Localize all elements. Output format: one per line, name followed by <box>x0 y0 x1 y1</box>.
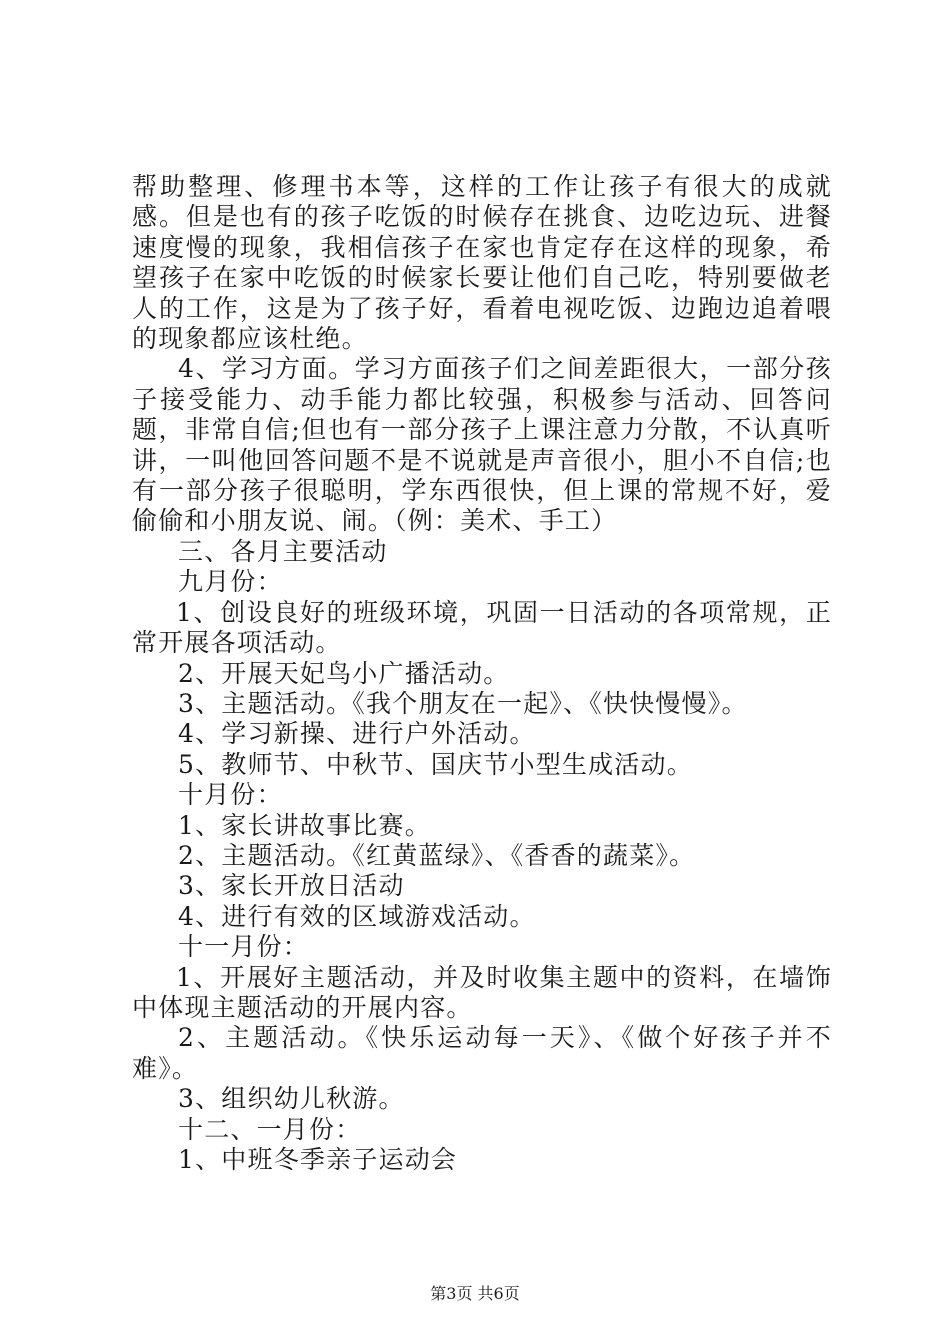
list-item: 3、主题活动。《我个朋友在一起》、《快快慢慢》。 <box>178 688 748 718</box>
month-heading-november: 十一月份： <box>178 932 310 962</box>
list-item: 1、开展好主题活动，并及时收集主题中的资料，在墙饰中体现主题活动的开展内容。 <box>132 962 832 1022</box>
list-item: 5、教师节、中秋节、国庆节小型生成活动。 <box>178 749 693 779</box>
list-item: 2、主题活动。《快乐运动每一天》、《做个好孩子并不难》。 <box>132 1023 832 1083</box>
paragraph-study-aspect: 4、学习方面。学习方面孩子们之间差距很大，一部分孩子接受能力、动手能力都比较强，积极参与活动、回答问题，非常自信;但也有一部分孩子上课注意力分散，不认真听讲，一叫他回答问题不是不说就是声音很小，胆小不自信;也有一部分孩子很聪明，学东西很快，但上课的常规不好，爱偷偷和小朋友说、闹。（例：美术、手工） <box>132 354 832 536</box>
month-heading-october: 十月份： <box>178 780 283 810</box>
list-item: 1、家长讲故事比赛。 <box>178 810 431 840</box>
list-item: 1、创设良好的班级环境，巩固一日活动的各项常规，正常开展各项活动。 <box>132 597 832 658</box>
paragraph-meal-habits: 帮助整理、修理书本等，这样的工作让孩子有很大的成就感。但是也有的孩子吃饭的时候存在挑食、边吃边玩、进餐速度慢的现象，我相信孩子在家也肯定存在这样的现象，希望孩子在家中吃饭的时候家长要让他们自己吃，特别要做老人的工作，这是为了孩子好，看着电视吃饭、边跑边追着喂的现象都应该杜绝。 <box>132 172 832 354</box>
list-item: 4、进行有效的区域游戏活动。 <box>178 901 536 931</box>
list-item: 3、家长开放日活动 <box>178 871 405 901</box>
month-heading-december-january: 十二、一月份： <box>178 1114 362 1144</box>
page-number-footer: 第3页 共6页 <box>430 1284 520 1303</box>
list-item: 2、主题活动。《红黄蓝绿》、《香香的蔬菜》。 <box>178 840 696 870</box>
list-item: 2、开展天妃鸟小广播活动。 <box>178 658 510 688</box>
list-item: 3、组织幼儿秋游。 <box>178 1084 405 1114</box>
month-heading-september: 九月份： <box>178 567 283 597</box>
section-heading-monthly-activities: 三、各月主要活动 <box>178 536 388 566</box>
list-item: 4、学习新操、进行户外活动。 <box>178 719 536 749</box>
list-item: 1、中班冬季亲子运动会 <box>178 1145 458 1174</box>
document-body <box>132 172 832 1175</box>
